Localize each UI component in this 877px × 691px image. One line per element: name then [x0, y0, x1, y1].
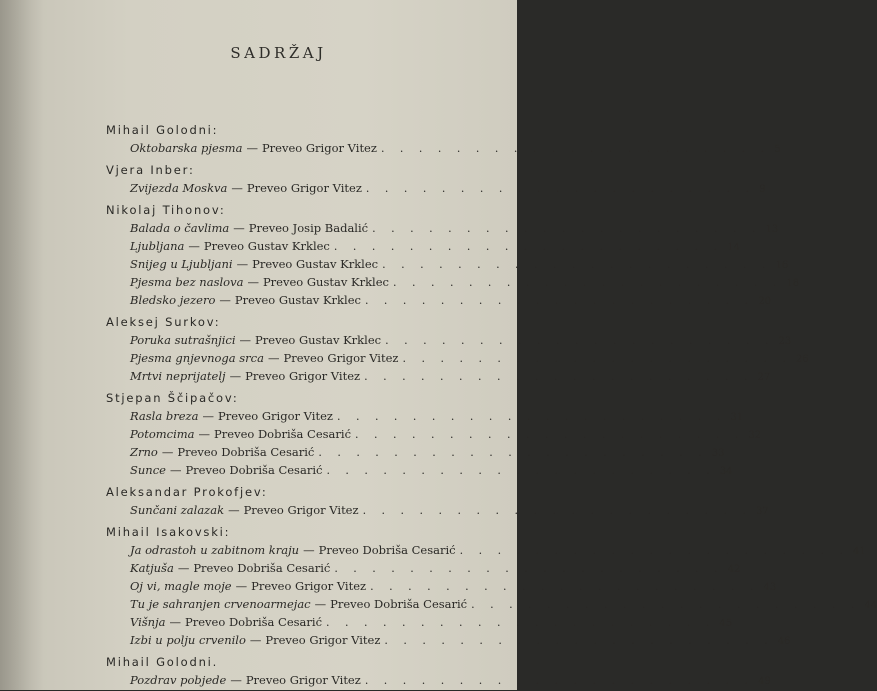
dot-leader: . . . . . . . . . . . . . . . . . . . . .	[381, 140, 770, 158]
translator-credit: Preveo Dobriša Cesarić	[330, 595, 467, 613]
toc-entry	[106, 577, 498, 595]
page-title: SADRŽAJ	[0, 44, 517, 62]
page-number: 46	[778, 633, 791, 651]
section-author: Nikolaj Tihonov:	[106, 202, 498, 219]
poem-title: Oj vi, magle moje	[130, 577, 232, 595]
page-number: 41	[853, 543, 866, 561]
poem-title: Snijeg u Ljubljani	[130, 255, 233, 273]
section-author: Stjepan Ščipačov:	[106, 390, 498, 407]
page-number: 31	[730, 409, 743, 427]
toc-entry	[106, 291, 498, 309]
translator-credit: Preveo Dobriša Cesarić	[193, 559, 330, 577]
dash-separator: —	[162, 443, 174, 461]
poem-title: Poruka sutrašnjici	[130, 331, 236, 349]
poem-title: Pjesma bez naslova	[130, 273, 243, 291]
page-number: 37	[756, 503, 769, 521]
poem-title: Sunčani zalazak	[130, 501, 224, 519]
dash-separator: —	[228, 501, 240, 519]
poem-title: Ja odrastoh u zabitnom kraju	[130, 541, 299, 559]
toc-entry	[106, 671, 498, 689]
translator-credit: Preveo Josip Badalić	[249, 219, 368, 237]
section-author: Mihail Golodni.	[106, 654, 498, 671]
dash-separator: —	[219, 291, 231, 309]
poem-title: Oktobarska pjesma	[130, 139, 242, 157]
dot-leader: . . . . . . . . . . . . . . . . . . . . .	[370, 578, 759, 596]
dot-leader: . . . . . . . . . . . . . . . . . . . . .	[363, 502, 752, 520]
translator-credit: Preveo Gustav Krklec	[255, 331, 381, 349]
translator-credit: Preveo Grigor Vitez	[247, 179, 362, 197]
toc-entry	[106, 237, 498, 255]
toc-entry	[106, 613, 498, 631]
dash-separator: —	[202, 407, 214, 425]
page-number: 18	[786, 275, 799, 293]
toc-entry	[106, 179, 498, 197]
translator-credit: Preveo Grigor Vitez	[244, 501, 359, 519]
dot-leader: . . . . . . . . . . . . . . . . . . . . .	[334, 560, 723, 578]
dash-separator: —	[230, 367, 242, 385]
toc-entry	[106, 219, 498, 237]
dash-separator: —	[170, 613, 182, 631]
dot-leader: . . . . . . . . . . . . . . . . . . . . .	[366, 180, 755, 198]
page-number: 45	[719, 615, 732, 633]
toc-entry	[106, 349, 498, 367]
page-number: 5	[774, 141, 780, 159]
section-author: Aleksandar Prokofjev:	[106, 484, 498, 501]
dash-separator: —	[170, 461, 182, 479]
translator-credit: Preveo Grigor Vitez	[265, 631, 380, 649]
dash-separator: —	[237, 255, 249, 273]
dash-separator: —	[230, 671, 242, 689]
toc-entry	[106, 461, 498, 479]
dash-separator: —	[233, 219, 245, 237]
translator-credit: Preveo Gustav Krklec	[252, 255, 378, 273]
dash-separator: —	[246, 139, 258, 157]
dot-leader: . . . . . . . . . . . . . . . . . . . . .	[402, 350, 791, 368]
page-number: 23	[778, 333, 791, 351]
dash-separator: —	[303, 541, 315, 559]
poem-title: Zvijezda Moskva	[130, 179, 227, 197]
toc-entry	[106, 559, 498, 577]
translator-credit: Preveo Gustav Krklec	[263, 273, 389, 291]
dot-leader: . . . . . . . . . . . . . . . . . . . . .	[385, 332, 774, 350]
table-of-contents	[106, 122, 498, 689]
dot-leader: . . . . . . . . . . . . . . . . . . . . .	[334, 238, 723, 256]
dash-separator: —	[178, 559, 190, 577]
toc-entry	[106, 255, 498, 273]
section-author: Mihail Golodni:	[106, 122, 498, 139]
poem-title: Pjesma gnjevnoga srca	[130, 349, 264, 367]
dot-leader: . . . . . . . . . . . . . . . . . . . . .	[365, 672, 754, 690]
translator-credit: Preveo Grigor Vitez	[251, 577, 366, 595]
page-number: 26	[796, 351, 809, 369]
toc-entry	[106, 407, 498, 425]
page-number: 44	[865, 597, 877, 615]
translator-credit: Preveo Dobriša Cesarić	[319, 541, 456, 559]
toc-entry	[106, 501, 498, 519]
toc-entry	[106, 331, 498, 349]
page-number: 9	[759, 181, 765, 199]
translator-credit: Preveo Grigor Vitez	[218, 407, 333, 425]
dot-leader: . . . . . . . . . . . . . . . . . . . . .	[393, 274, 782, 292]
page-number: 34	[720, 463, 733, 481]
page-number: 43	[763, 579, 776, 597]
page-gutter-shadow	[0, 0, 44, 690]
dash-separator: —	[250, 631, 262, 649]
page-number: 13	[765, 221, 778, 239]
translator-credit: Preveo Gustav Krklec	[235, 291, 361, 309]
toc-entry	[106, 631, 498, 649]
dot-leader: . . . . . . . . . . . . . . . . . . . . .	[384, 632, 773, 650]
poem-title: Ljubljana	[130, 237, 184, 255]
translator-credit: Preveo Grigor Vitez	[262, 139, 377, 157]
toc-entry	[106, 541, 498, 559]
dot-leader: . . . . . . . . . . . . . . . . . . . . .	[372, 220, 761, 238]
dot-leader: . . . . . . . . . . . . . . . . . . . . .	[355, 426, 744, 444]
section-author: Vjera Inber:	[106, 162, 498, 179]
page-number: 42	[728, 561, 741, 579]
translator-credit: Preveo Dobriša Cesarić	[185, 461, 322, 479]
poem-title: Izbi u polju crvenilo	[130, 631, 246, 649]
dash-separator: —	[240, 331, 252, 349]
poem-title: Katjuša	[130, 559, 174, 577]
translator-credit: Preveo Gustav Krklec	[204, 237, 330, 255]
page-number: 14	[727, 239, 740, 257]
dash-separator: —	[188, 237, 200, 255]
dot-leader: . . . . . . . . . . . . . . . . . . . . .	[364, 368, 753, 386]
translator-credit: Preveo Dobriša Cesarić	[185, 613, 322, 631]
page-number: 49	[758, 673, 771, 691]
poem-title: Bledsko jezero	[130, 291, 215, 309]
dash-separator: —	[315, 595, 327, 613]
toc-entry	[106, 273, 498, 291]
page-number: 27	[757, 369, 770, 387]
dot-leader: . . . . . . . . . . . . . . . . . . . . .	[318, 444, 707, 462]
poem-title: Višnja	[130, 613, 166, 631]
poem-title: Tu je sahranjen crvenoarmejac	[130, 595, 311, 613]
dot-leader: . . . . . . . . . . . . . . . . . . . . .	[326, 462, 715, 480]
poem-title: Zrno	[130, 443, 158, 461]
dash-separator: —	[231, 179, 243, 197]
section-author: Aleksej Surkov:	[106, 314, 498, 331]
page-number: 16	[775, 257, 788, 275]
dot-leader: . . . . . . . . . . . . . . . . . . . . .	[382, 256, 771, 274]
poem-title: Sunce	[130, 461, 166, 479]
translator-credit: Preveo Grigor Vitez	[283, 349, 398, 367]
toc-entry	[106, 367, 498, 385]
dash-separator: —	[199, 425, 211, 443]
toc-entry	[106, 425, 498, 443]
dash-separator: —	[247, 273, 259, 291]
poem-title: Balada o čavlima	[130, 219, 229, 237]
translator-credit: Preveo Dobriša Cesarić	[177, 443, 314, 461]
page-number: 20	[758, 293, 771, 311]
poem-title: Rasla breza	[130, 407, 198, 425]
dot-leader: . . . . . . . . . . . . . . . . . . . . .	[326, 614, 715, 632]
page-number: 32	[748, 427, 761, 445]
dot-leader: . . . . . . . . . . . . . . . . . . . . .	[337, 408, 726, 426]
dash-separator: —	[236, 577, 248, 595]
poem-title: Pozdrav pobjede	[130, 671, 226, 689]
dot-leader: . . . . . . . . . . . . . . . . . . . . .	[460, 542, 849, 560]
poem-title: Mrtvi neprijatelj	[130, 367, 226, 385]
translator-credit: Preveo Grigor Vitez	[245, 367, 360, 385]
section-author: Mihail Isakovski:	[106, 524, 498, 541]
toc-entry	[106, 443, 498, 461]
poem-title: Potomcima	[130, 425, 195, 443]
toc-entry	[106, 595, 498, 613]
translator-credit: Preveo Dobriša Cesarić	[214, 425, 351, 443]
translator-credit: Preveo Grigor Vitez	[246, 671, 361, 689]
toc-entry	[106, 139, 498, 157]
dot-leader: . . . . . . . . . . . . . . . . . . . . .	[471, 596, 860, 614]
page-number: 33	[712, 445, 725, 463]
dash-separator: —	[268, 349, 280, 367]
dot-leader: . . . . . . . . . . . . . . . . . . . . .	[365, 292, 754, 310]
